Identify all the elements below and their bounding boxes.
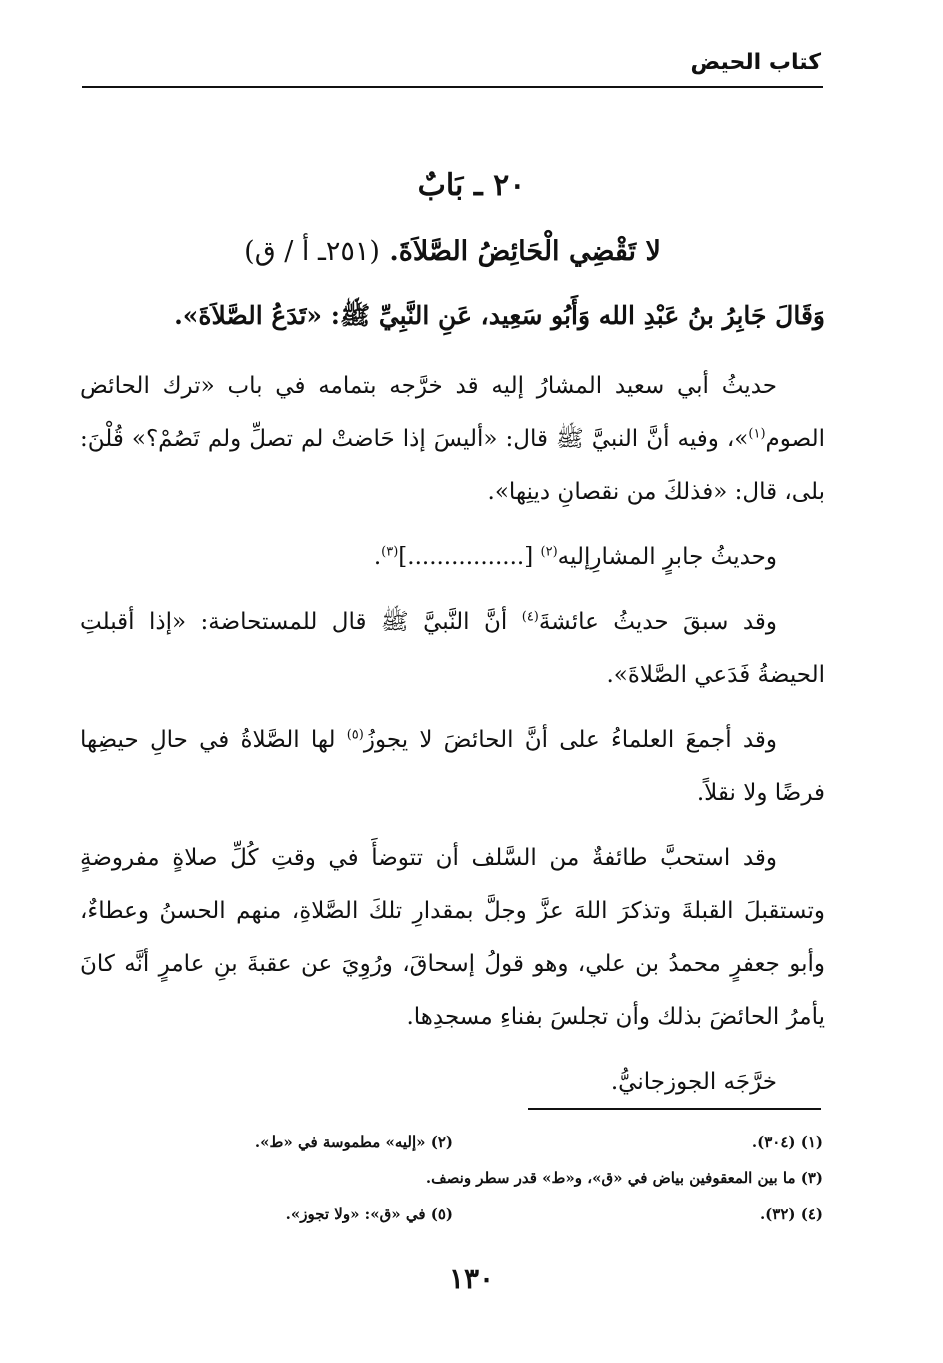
paragraph-2-part-a: وحديثُ جابرٍ المشارِإليه (557, 544, 777, 570)
paragraph-3-part-a: وقد سبقَ حديثُ عائشةَ (538, 609, 777, 635)
paragraph-1 (80, 360, 825, 519)
footnote-row (80, 1124, 823, 1160)
paragraph-3-part-b: أنَّ النَّبيَّ ﷺ قال للمستحاضة: «إذا أقبلتِ الحيضةُ فَدَعي الصَّلاةَ». (80, 609, 825, 688)
footnote-row (80, 1196, 823, 1232)
footnote-ref-3[interactable]: (٣) (381, 544, 399, 560)
footnote-2: (٢) «إليه» مطموسة في «ط». (254, 1133, 453, 1151)
lacuna-brackets: [................] (398, 544, 534, 570)
running-title: كتاب الحيض (690, 50, 821, 75)
hadith-text: وَقَالَ جَابِرُ بنُ عَبْدِ الله وَأَبُو سَعِيد، عَنِ النَّبِيِّ ﷺ: «تَدَعُ الصَّلاَةَ». (174, 301, 825, 330)
header-rule (82, 86, 823, 88)
footnote-row (80, 1160, 823, 1196)
paragraph-3 (80, 596, 825, 702)
paragraph-4 (80, 714, 825, 820)
paragraph-2 (80, 531, 825, 584)
paragraph-4-part-a: وقد أجمعَ العلماءُ على أنَّ الحائضَ لا يجوزُ (363, 727, 778, 753)
footnote-ref-2[interactable]: (٢) (540, 544, 558, 560)
paragraph-6: خرَّجَه الجوزجانيُّ. (610, 1069, 777, 1095)
manuscript-ref: (٢٥١ـ أ / ق) (244, 236, 380, 267)
footnote-ref-1[interactable]: (١) (748, 426, 766, 442)
footnote-rule (528, 1108, 821, 1110)
paragraph-1-part-a: حديثُ أبي سعيد المشارُ إليه قد خرَّجه بتمامه في باب «ترك الحائض الصوم (80, 373, 825, 452)
footnote-ref-5[interactable]: (٥) (346, 727, 364, 743)
chapter-title-text: لا تَقْضِي الْحَائِضُ الصَّلاَةَ. (389, 236, 661, 267)
body-text (80, 360, 825, 1121)
paragraph-1-part-b: »، وفيه أنَّ النبيَّ ﷺ قال: «أليسَ إذا حَاضتْ لم تصلِّ ولم تَصُمْ؟» قُلْنَ: بلى، قال: «فذلكَ من نقصانِ دينِها». (80, 426, 825, 505)
footnote-3: (٣) ما بين المعقوفين بياض في «ق»، و«ط» قدر سطر ونصف. (425, 1169, 823, 1187)
paragraph-5: وقد استحبَّ طائفةٌ من السَّلف أن تتوضأَ في وقتِ كُلِّ صلاةٍ مفروضةٍ وتستقبلَ القبلةَ وتذكرَ اللهَ عزَّ وجلَّ بمقدارِ تلكَ الصَّلاةِ، منهم الحسنُ وعطاءٌ، وأبو جعفرٍ محمدُ بن علي، وهو قولُ إسحاقَ، ورُوِيَ عن عقبةَ بنِ عامرٍ أنَّه كانَ يأمرُ الحائضَ بذلك وأن تجلسَ بفناءِ مسجدِها. (80, 845, 825, 1030)
footnote-ref-4[interactable]: (٤) (521, 609, 539, 625)
chapter-title (80, 236, 825, 267)
paragraph-2-end: . (373, 544, 382, 570)
footnote-1: (١) (٣٠٤). (751, 1133, 823, 1151)
page-number: ١٣٠ (448, 1262, 495, 1295)
footnote-5: (٥) في «ق»: «ولا تجوز». (285, 1205, 453, 1223)
footnotes (80, 1124, 823, 1232)
paragraph-4-part-b: لها الصَّلاةُ في حالِ حيضِها فرضًا ولا نقلاً. (80, 727, 825, 806)
chapter-number: ٢٠ ـ بَابٌ (417, 168, 526, 203)
footnote-4: (٤) (٣٢). (759, 1205, 823, 1223)
